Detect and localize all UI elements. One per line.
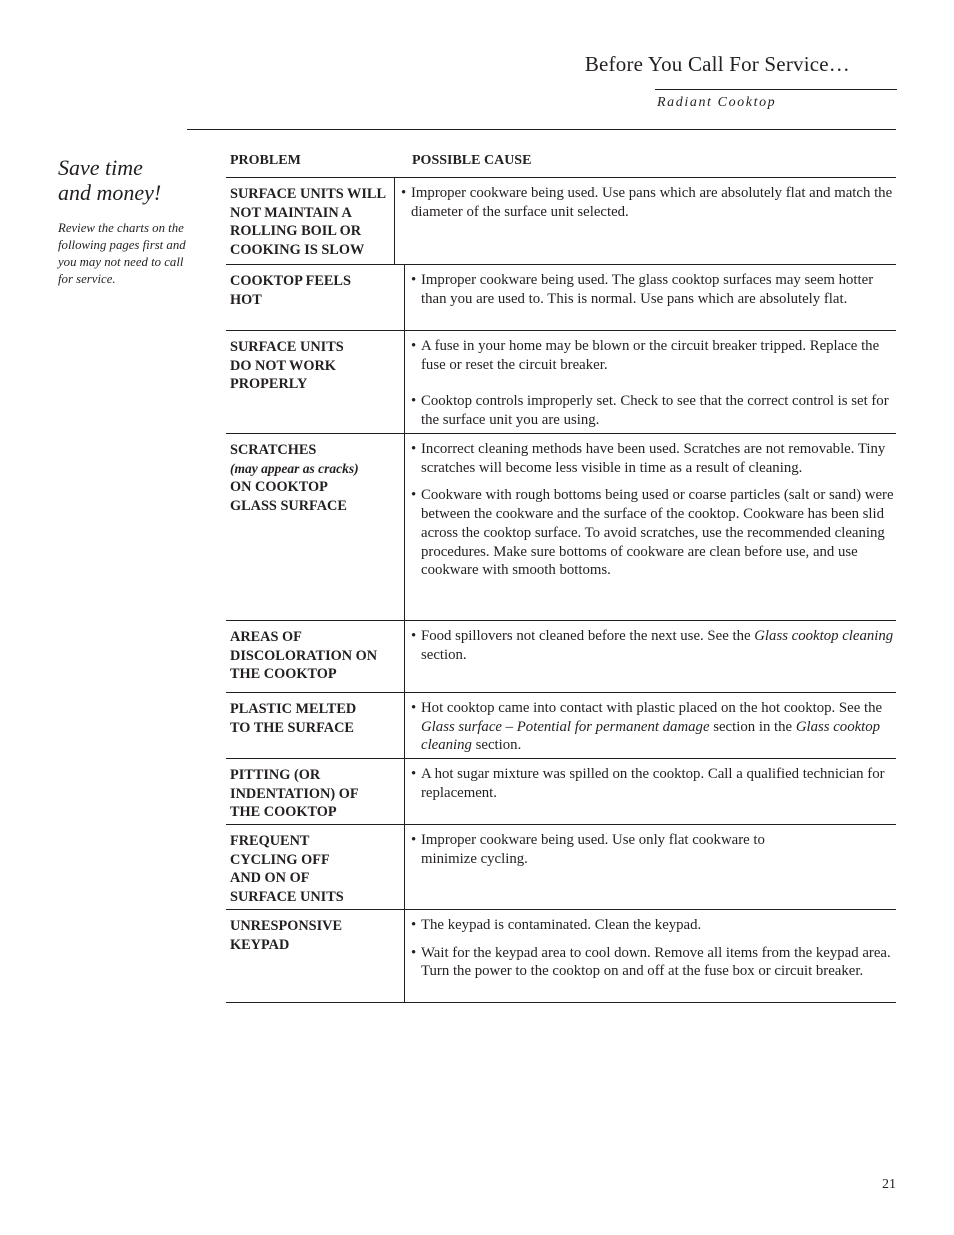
problem-cell: SURFACE UNITS WILL NOT MAINTAIN A ROLLING BOIL OR COOKING IS SLOW (226, 178, 395, 264)
cause-item: • Cookware with rough bottoms being used or coarse particles (salt or sand) were between the cookware and the surface of the cooktop. Cookware has been slid across the cooktop surface. To avoid scratches, use the recommended cleaning procedures. Make sure bottoms of cookware are clean before use, and use cookware with smooth bottoms. (411, 486, 896, 580)
cause-text-mid: section in the (709, 718, 796, 735)
problem-note: (may appear as cracks) (230, 460, 359, 476)
table-row (226, 825, 896, 910)
sidebar-title (58, 155, 188, 205)
table-row (226, 693, 896, 759)
table-row (226, 178, 896, 265)
cause-item: • A fuse in your home may be blown or the circuit breaker tripped. Replace the fuse or reset the circuit breaker. (411, 337, 896, 374)
cause-cell (405, 825, 896, 909)
cause-cell (405, 265, 896, 330)
table-header (226, 150, 896, 178)
problem-cell: FREQUENT CYCLING OFF AND ON OF SURFACE UNITS (226, 825, 405, 909)
cause-cell (405, 331, 896, 433)
cause-text-end: section. (421, 646, 467, 663)
cause-item: • The keypad is contaminated. Clean the keypad. (411, 916, 896, 935)
sidebar-title-line2: and money! (58, 180, 162, 205)
cause-item (411, 627, 896, 664)
problem-cell: AREAS OF DISCOLORATION ON THE COOKTOP (226, 621, 405, 692)
problem-label-tail: ON COOKTOP GLASS SURFACE (230, 479, 347, 514)
cause-cell (405, 693, 896, 758)
cause-item (411, 699, 896, 755)
table-row (226, 759, 896, 825)
cause-item: • Improper cookware being used. Use pans which are absolutely flat and match the diameter of the surface unit selected. (401, 184, 896, 221)
problem-cell: PLASTIC MELTED TO THE SURFACE (226, 693, 405, 758)
page-number: 21 (882, 1177, 896, 1192)
cause-reference: Glass cooktop cleaning (421, 718, 881, 754)
page-subtitle: Radiant Cooktop (657, 95, 777, 110)
table-row (226, 265, 896, 331)
cause-item: • Improper cookware being used. Use only flat cookware to minimize cycling. (411, 831, 811, 868)
cause-cell (395, 178, 896, 264)
header-divider (187, 129, 896, 130)
table-row (226, 910, 896, 1003)
troubleshooting-table (226, 150, 896, 1003)
problem-cell (226, 434, 405, 620)
problem-label: SCRATCHES (230, 442, 317, 458)
table-row (226, 331, 896, 434)
cause-text: Food spillovers not cleaned before the next use. See the (421, 628, 755, 644)
cause-item: • Improper cookware being used. The glass cooktop surfaces may seem hotter than you are used to. This is normal. Use pans which are absolutely flat. (411, 271, 896, 308)
cause-text: Hot cooktop came into contact with plastic placed on the hot cooktop. See the (421, 700, 883, 716)
cause-cell (405, 434, 896, 620)
sidebar-title-line1: Save time (58, 155, 143, 180)
sidebar-text: Review the charts on the following pages first and you may not need to call for service. (58, 221, 186, 286)
table-row (226, 621, 896, 693)
column-header-cause: POSSIBLE CAUSE (412, 153, 532, 168)
cause-cell (405, 621, 896, 692)
cause-item: • Wait for the keypad area to cool down. Remove all items from the keypad area. Turn the power to the cooktop on and off at the fuse box or circuit breaker. (411, 944, 896, 981)
cause-reference: Glass surface – Potential for permanent damage (421, 718, 710, 735)
title-rule (655, 89, 897, 90)
problem-cell: UNRESPONSIVE KEYPAD (226, 910, 405, 1002)
page-title: Before You Call For Service… (584, 52, 850, 76)
cause-item: • Incorrect cleaning methods have been used. Scratches are not removable. Tiny scratches will become less visible in time as a result of cleaning. (411, 440, 896, 477)
cause-cell (405, 910, 896, 1002)
cause-cell (405, 759, 896, 824)
problem-cell: SURFACE UNITS DO NOT WORK PROPERLY (226, 331, 405, 433)
problem-cell: PITTING (OR INDENTATION) OF THE COOKTOP (226, 759, 405, 824)
cause-item: • Cooktop controls improperly set. Check to see that the correct control is set for the surface unit you are using. (411, 392, 896, 429)
problem-cell: COOKTOP FEELS HOT (226, 265, 405, 330)
column-header-problem: PROBLEM (230, 153, 301, 168)
cause-text-end: section. (471, 737, 522, 754)
cause-reference: Glass cooktop cleaning (754, 628, 894, 644)
table-row (226, 434, 896, 621)
cause-item: • A hot sugar mixture was spilled on the cooktop. Call a qualified technician for replacement. (411, 765, 896, 802)
